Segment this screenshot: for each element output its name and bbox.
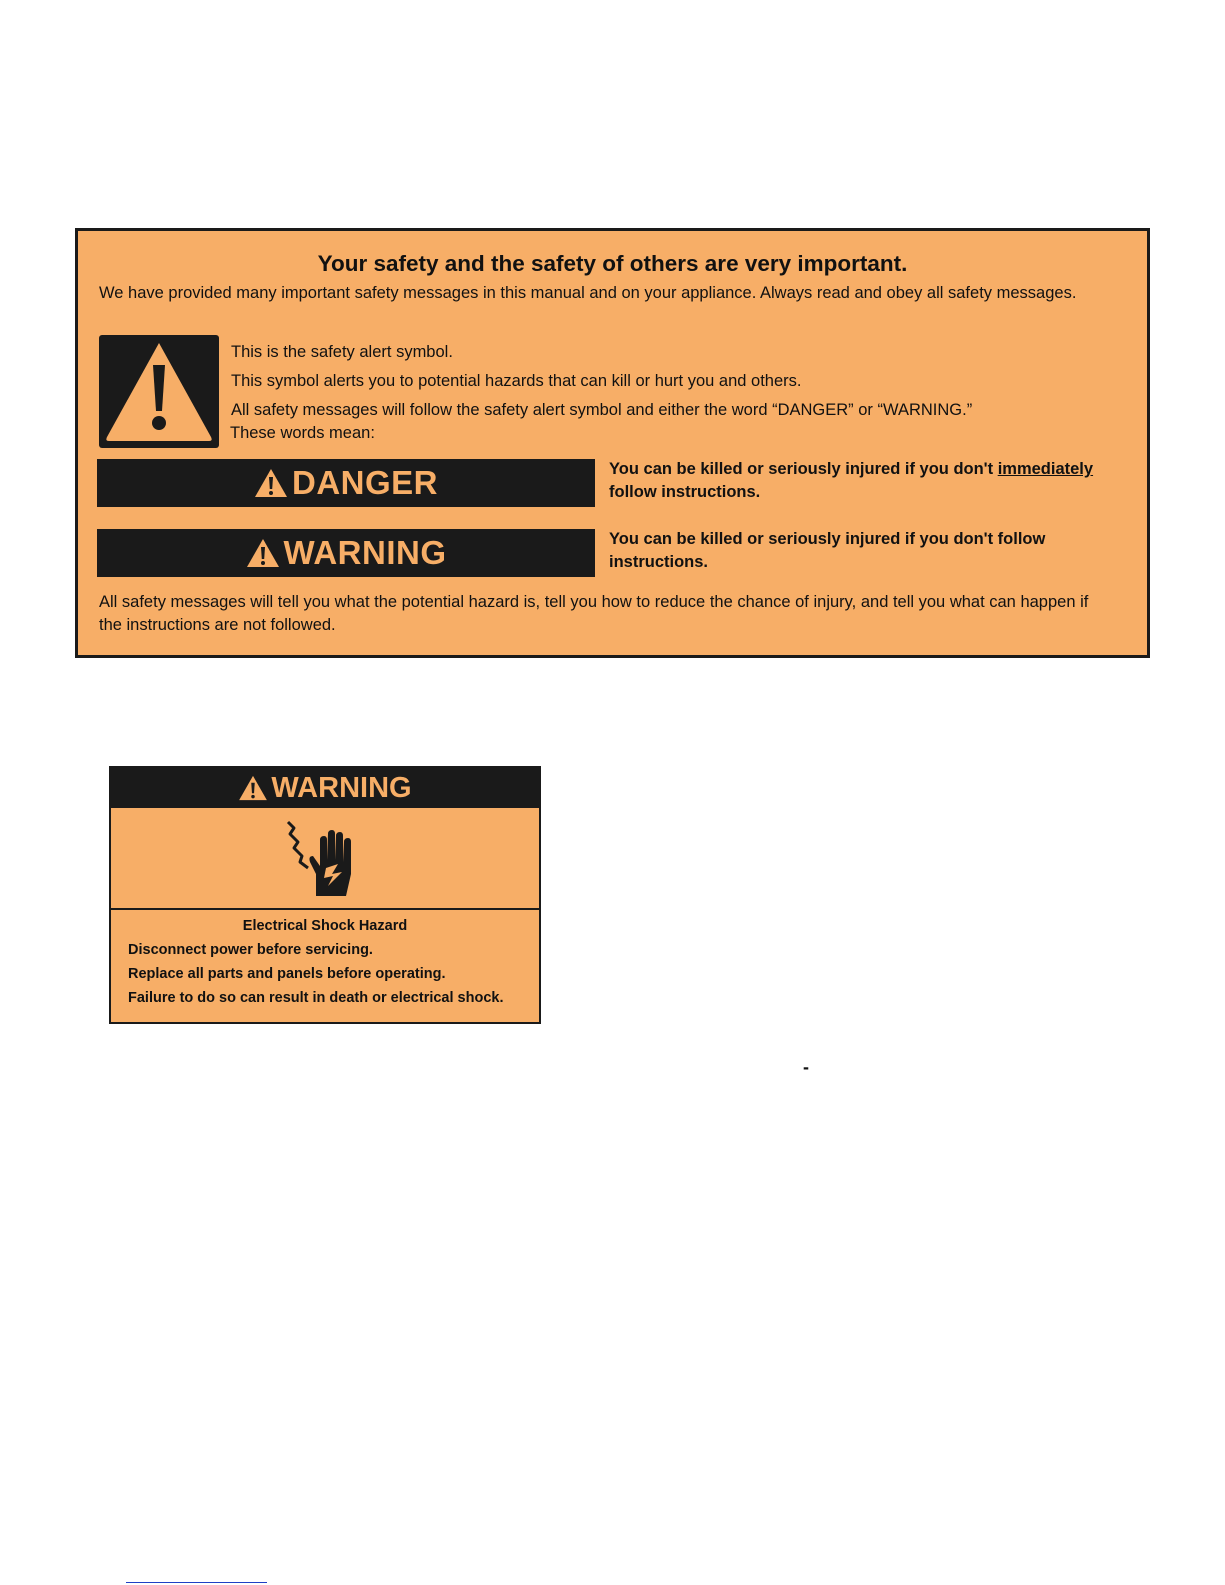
warning-bar	[97, 529, 595, 577]
shock-instruction-2: Replace all parts and panels before operating.	[128, 966, 446, 982]
symbol-line-4: These words mean:	[230, 424, 375, 442]
safety-notice-intro: We have provided many important safety messages in this manual and on your appliance. Always read and obey all safety messages.	[99, 284, 1077, 302]
warning-description: You can be killed or seriously injured if you don't follow instructions.	[609, 530, 1046, 571]
danger-text-after: follow instructions.	[609, 483, 761, 501]
symbol-line-1: This is the safety alert symbol.	[231, 343, 453, 361]
shock-instruction-3: Failure to do so can result in death or electrical shock.	[128, 990, 504, 1006]
electrical-shock-warning-label	[109, 766, 541, 1024]
danger-text-before: You can be killed or seriously injured if you don't	[609, 460, 998, 478]
shock-warning-label: WARNING	[271, 771, 412, 804]
alert-triangle-icon	[246, 538, 280, 568]
symbol-line-2: This symbol alerts you to potential hazards that can kill or hurt you and others.	[231, 372, 802, 390]
electric-shock-hand-icon	[280, 816, 370, 900]
stray-dash-mark: -	[803, 1057, 809, 1077]
shock-warning-header	[111, 768, 539, 808]
safety-notice-box	[75, 228, 1150, 658]
shock-hazard-title: Electrical Shock Hazard	[242, 918, 408, 934]
shock-instruction-1: Disconnect power before servicing.	[128, 942, 373, 958]
danger-bar	[97, 459, 595, 507]
danger-label: DANGER	[291, 464, 438, 501]
footer-link-underline	[126, 1582, 267, 1583]
danger-text-underlined: immediately	[997, 460, 1094, 478]
safety-notice-title: Your safety and the safety of others are very important.	[317, 251, 908, 276]
safety-notice-footer: All safety messages will tell you what the potential hazard is, tell you how to reduce the chance of injury, and tell you what can happen if the instructions are not followed.	[99, 593, 1089, 634]
warning-label: WARNING	[283, 534, 447, 571]
alert-triangle-icon	[254, 468, 288, 498]
safety-alert-symbol	[99, 335, 219, 448]
symbol-line-3: All safety messages will follow the safety alert symbol and either the word “DANGER” or “WARNING.”	[231, 401, 973, 419]
shock-icon-area	[111, 808, 539, 910]
danger-description	[609, 458, 1139, 504]
alert-triangle-icon	[99, 335, 219, 448]
alert-triangle-icon	[238, 775, 268, 801]
